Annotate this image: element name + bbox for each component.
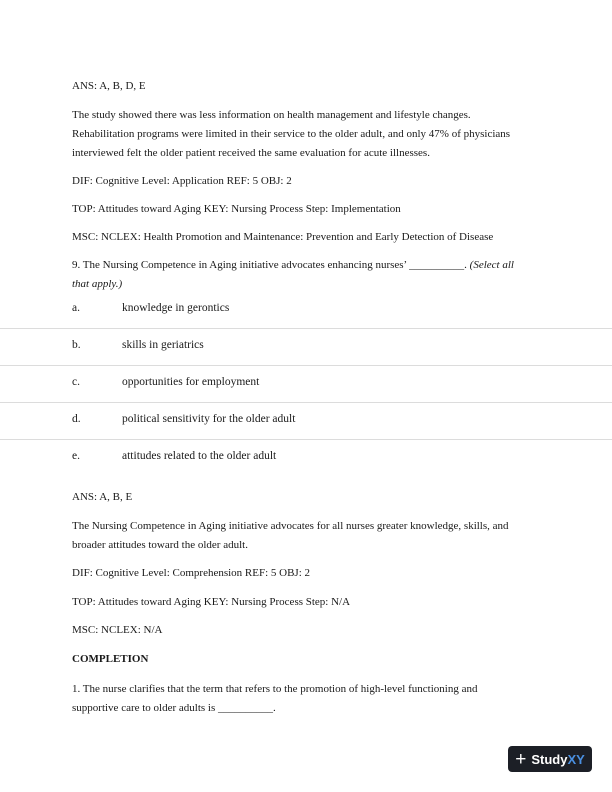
option-e[interactable] <box>0 439 612 476</box>
option-text: opportunities for employment <box>122 376 260 388</box>
plus-icon: + <box>515 748 527 770</box>
q9-rationale-line1: The Nursing Competence in Aging initiative advocates for all nurses greater knowledge, skills, and <box>72 520 509 532</box>
option-text: knowledge in gerontics <box>122 302 230 314</box>
option-text: skills in geriatrics <box>122 339 204 351</box>
option-letter: d. <box>72 413 81 425</box>
option-d[interactable] <box>0 402 612 440</box>
option-a[interactable] <box>0 291 612 329</box>
option-text: attitudes related to the older adult <box>122 450 277 462</box>
q8-dif: DIF: Cognitive Level: Application REF: 5 OBJ: 2 <box>72 175 292 187</box>
q9-msc: MSC: NCLEX: N/A <box>72 624 163 636</box>
completion-heading: COMPLETION <box>72 653 149 665</box>
q8-answer: ANS: A, B, D, E <box>72 80 146 92</box>
q9-answer: ANS: A, B, E <box>72 491 133 503</box>
studyxy-badge[interactable] <box>508 746 592 772</box>
q8-msc: MSC: NCLEX: Health Promotion and Maintenance: Prevention and Early Detection of Disease <box>72 231 494 243</box>
q8-top: TOP: Attitudes toward Aging KEY: Nursing Process Step: Implementation <box>72 203 401 215</box>
q9-dif: DIF: Cognitive Level: Comprehension REF: 5 OBJ: 2 <box>72 567 311 579</box>
completion-q1-line1: 1. The nurse clarifies that the term that refers to the promotion of high-level functioning and <box>72 683 478 695</box>
option-b[interactable] <box>0 328 612 366</box>
option-text: political sensitivity for the older adult <box>122 413 296 425</box>
q8-rationale-line1: The study showed there was less information on health management and lifestyle changes. <box>72 109 471 121</box>
option-c[interactable] <box>0 365 612 403</box>
option-letter: c. <box>72 376 80 388</box>
q9-instruction-part1: (Select all <box>469 259 514 271</box>
option-letter: b. <box>72 339 81 351</box>
q8-rationale-line3: interviewed felt the older patient received the same evaluation for acute illnesses. <box>72 147 430 159</box>
option-letter: a. <box>72 302 80 314</box>
brand-accent: XY <box>567 751 585 767</box>
completion-q1-line2: supportive care to older adults is __________. <box>72 702 276 714</box>
brand-name: Study <box>531 751 568 767</box>
option-letter: e. <box>72 450 80 462</box>
q9-stem: 9. The Nursing Competence in Aging initiative advocates enhancing nurses’ __________. <box>72 259 470 271</box>
q8-rationale-line2: Rehabilitation programs were limited in their service to the older adult, and only 47% of physicians <box>72 128 511 140</box>
q9-instruction-part2: that apply.) <box>72 278 123 290</box>
q9-stem-line1 <box>72 256 542 275</box>
q9-top: TOP: Attitudes toward Aging KEY: Nursing Process Step: N/A <box>72 596 351 608</box>
q9-rationale-line2: broader attitudes toward the older adult. <box>72 539 248 551</box>
